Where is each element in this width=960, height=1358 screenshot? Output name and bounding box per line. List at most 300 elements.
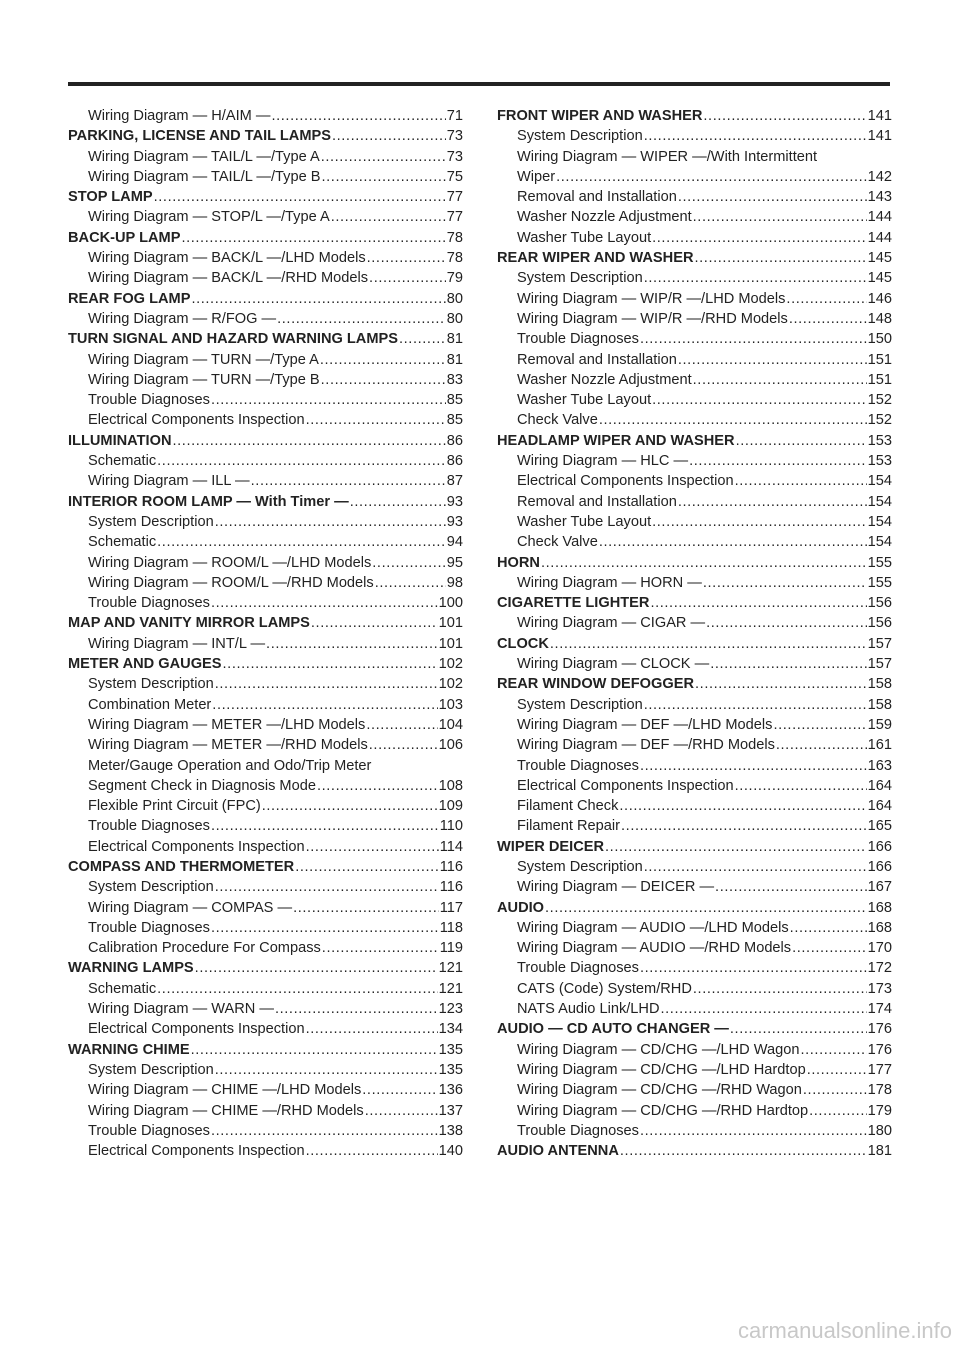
toc-entry-page: 71 (446, 108, 463, 124)
toc-entry[interactable] (68, 207, 463, 227)
toc-entry-page: 136 (438, 1082, 463, 1099)
toc-entry-title: Wiring Diagram — AUDIO —/RHD Models (517, 940, 792, 957)
toc-entry-title: Schematic (88, 980, 157, 997)
toc-entry-title: Wiring Diagram — HLC — (517, 453, 689, 470)
toc-entry[interactable] (497, 187, 892, 207)
toc-entry-title: Wiring Diagram — AUDIO —/LHD Models (517, 919, 789, 936)
toc-entry[interactable] (497, 776, 892, 796)
toc-entry-page: 144 (867, 229, 892, 246)
dot-leader (375, 573, 446, 593)
dot-leader (650, 593, 866, 613)
toc-section[interactable] (68, 654, 463, 674)
toc-entry-title: STOP LAMP (68, 189, 153, 206)
toc-entry-page: 176 (867, 1021, 892, 1038)
toc-entry-title: Wiring Diagram — DEF —/LHD Models (517, 716, 773, 733)
toc-entry-title: System Description (517, 858, 643, 875)
toc-entry-page: 180 (867, 1122, 892, 1139)
toc-entry[interactable] (497, 735, 892, 755)
toc-entry-page: 134 (438, 1021, 463, 1038)
toc-entry[interactable] (68, 898, 463, 918)
toc-entry[interactable] (68, 147, 463, 167)
toc-section[interactable] (68, 289, 463, 309)
dot-leader (320, 350, 446, 370)
toc-entry[interactable] (497, 512, 892, 532)
toc-entry[interactable] (68, 938, 463, 958)
toc-entry-page: 86 (446, 453, 463, 470)
toc-entry-page: 156 (867, 615, 892, 632)
toc-entry-title: Wiring Diagram — ROOM/L —/LHD Models (88, 554, 372, 571)
dot-leader (640, 756, 867, 776)
toc-entry-page: 154 (867, 534, 892, 551)
toc-section[interactable] (497, 593, 892, 613)
toc-entry-page: 142 (867, 168, 892, 185)
toc-entry-title: Check Valve (517, 412, 598, 429)
toc-entry-title: CATS (Code) System/RHD (517, 980, 692, 997)
toc-entry-page: 104 (438, 716, 463, 733)
toc-entry-page: 156 (867, 595, 892, 612)
toc-entry-title: Wiring Diagram — ROOM/L —/RHD Models (88, 574, 374, 591)
toc-section[interactable] (497, 674, 892, 694)
toc-entry-title: METER AND GAUGES (68, 656, 222, 673)
dot-leader (173, 431, 446, 451)
toc-entry-page: 101 (438, 615, 463, 632)
toc-entry[interactable] (497, 207, 892, 227)
toc-section[interactable] (68, 857, 463, 877)
dot-leader (550, 634, 867, 654)
toc-entry-page: 100 (438, 595, 463, 612)
toc-entry[interactable] (68, 837, 463, 857)
toc-section[interactable] (68, 613, 463, 633)
dot-leader (369, 735, 438, 755)
dot-leader (792, 938, 867, 958)
toc-entry-title: Wiring Diagram — DEICER — (517, 879, 715, 896)
toc-entry-title: Combination Meter (88, 696, 212, 713)
toc-entry-title: Washer Nozzle Adjustment (517, 209, 692, 226)
toc-entry[interactable] (497, 410, 892, 430)
toc-section[interactable] (497, 431, 892, 451)
dot-leader (157, 532, 446, 552)
dot-leader (366, 715, 437, 735)
dot-leader (157, 451, 446, 471)
toc-entry[interactable] (68, 999, 463, 1019)
dot-leader (215, 512, 446, 532)
toc-entry-title: Electrical Components Inspection (88, 838, 305, 855)
toc-entry[interactable] (497, 816, 892, 836)
toc-entry-page: 174 (867, 1001, 892, 1018)
toc-entry-page: 172 (867, 960, 892, 977)
toc-entry-page: 94 (446, 534, 463, 551)
dot-leader (644, 857, 867, 877)
toc-entry-page: 93 (446, 493, 463, 510)
toc-entry[interactable] (68, 796, 463, 816)
toc-entry-title: Electrical Components Inspection (88, 1021, 305, 1038)
toc-entry-page: 168 (867, 919, 892, 936)
dot-leader (541, 553, 867, 573)
toc-section[interactable] (497, 634, 892, 654)
dot-leader (369, 268, 446, 288)
toc-entry[interactable] (68, 1080, 463, 1100)
dot-leader (306, 1019, 438, 1039)
toc-entry-page: 177 (867, 1061, 892, 1078)
dot-leader (295, 857, 439, 877)
toc-entry[interactable] (68, 877, 463, 897)
toc-section[interactable] (68, 187, 463, 207)
toc-entry[interactable] (497, 390, 892, 410)
toc-entry[interactable] (497, 958, 892, 978)
toc-entry-title: Wiring Diagram — H/AIM — (88, 108, 271, 124)
toc-entry[interactable] (497, 167, 892, 187)
toc-entry-title: Wiring Diagram — TURN —/Type B (88, 371, 320, 388)
toc-entry[interactable] (497, 126, 892, 146)
toc-entry-page: 116 (439, 858, 463, 875)
toc-entry[interactable] (497, 756, 892, 776)
dot-leader (644, 126, 867, 146)
toc-entry-title: Filament Check (517, 798, 619, 815)
toc-entry[interactable] (68, 390, 463, 410)
toc-entry[interactable] (497, 613, 892, 633)
toc-entry[interactable] (497, 877, 892, 897)
dot-leader (652, 512, 867, 532)
dot-leader (266, 634, 438, 654)
toc-entry-title: Wiper (517, 168, 556, 185)
toc-entry-title: Wiring Diagram — R/FOG — (88, 310, 277, 327)
dot-leader (211, 1121, 438, 1141)
dot-leader (251, 471, 446, 491)
toc-entry-title: Electrical Components Inspection (517, 777, 734, 794)
toc-entry[interactable] (68, 512, 463, 532)
dot-leader (215, 674, 438, 694)
toc-entry-title: Wiring Diagram — TAIL/L —/Type A (88, 148, 320, 165)
toc-section[interactable] (497, 898, 892, 918)
toc-entry-title: AUDIO ANTENNA (497, 1143, 619, 1160)
dot-leader (640, 1121, 867, 1141)
toc-section[interactable] (68, 228, 463, 248)
toc-entry-title: Electrical Components Inspection (88, 412, 305, 429)
dot-leader (640, 958, 867, 978)
toc-entry-page: 95 (446, 554, 463, 571)
dot-leader (695, 674, 867, 694)
toc-entry[interactable] (68, 756, 463, 776)
toc-entry-page: 118 (439, 919, 463, 936)
toc-section[interactable] (497, 106, 892, 126)
toc-entry-page: 137 (438, 1102, 463, 1119)
toc-entry-page: 73 (446, 148, 463, 165)
toc-entry-title: Wiring Diagram — ILL — (88, 473, 250, 490)
toc-entry[interactable] (497, 715, 892, 735)
toc-entry-page: 80 (446, 310, 463, 327)
dot-leader (789, 309, 867, 329)
toc-entry-title: System Description (88, 676, 214, 693)
toc-section[interactable] (68, 329, 463, 349)
toc-entry-title: WARNING CHIME (68, 1041, 190, 1058)
toc-section[interactable] (68, 431, 463, 451)
dot-leader (399, 329, 446, 349)
toc-entry[interactable] (68, 553, 463, 573)
toc-entry[interactable] (68, 695, 463, 715)
toc-entry-title: COMPASS AND THERMOMETER (68, 858, 295, 875)
dot-leader (191, 1040, 438, 1060)
toc-entry[interactable] (68, 106, 463, 126)
toc-entry-page: 155 (867, 554, 892, 571)
toc-entry-title: Wiring Diagram — WIP/R —/RHD Models (517, 310, 788, 327)
toc-entry-page: 117 (439, 899, 463, 916)
toc-entry-page: 87 (446, 473, 463, 490)
toc-entry-page: 78 (446, 229, 463, 246)
toc-entry-page: 166 (867, 858, 892, 875)
toc-entry[interactable] (497, 654, 892, 674)
toc-entry[interactable] (68, 735, 463, 755)
toc-entry-title: Schematic (88, 534, 157, 551)
toc-entry-page: 83 (446, 371, 463, 388)
toc-entry[interactable] (68, 573, 463, 593)
toc-entry-page: 114 (439, 838, 463, 855)
toc-entry[interactable] (68, 370, 463, 390)
toc-entry[interactable] (497, 695, 892, 715)
toc-section[interactable] (68, 958, 463, 978)
toc-entry[interactable] (497, 1121, 892, 1141)
toc-entry-title: Wiring Diagram — WARN — (88, 1001, 274, 1018)
toc-entry-title: ILLUMINATION (68, 432, 172, 449)
toc-entry[interactable] (68, 309, 463, 329)
toc-entry-title: System Description (517, 128, 643, 145)
toc-entry[interactable] (497, 796, 892, 816)
toc-entry[interactable] (68, 410, 463, 430)
toc-entry-page: 135 (438, 1061, 463, 1078)
toc-entry[interactable] (497, 451, 892, 471)
toc-entry-title: Wiring Diagram — TURN —/Type A (88, 351, 319, 368)
toc-entry-page: 85 (446, 392, 463, 409)
dot-leader (621, 816, 867, 836)
toc-entry[interactable] (68, 816, 463, 836)
toc-entry-page: 85 (446, 412, 463, 429)
toc-entry[interactable] (497, 147, 892, 167)
toc-entry-page: 93 (446, 513, 463, 530)
dot-leader (331, 207, 446, 227)
toc-entry[interactable] (68, 979, 463, 999)
toc-entry-title: Wiring Diagram — HORN — (517, 574, 702, 591)
toc-left-column (68, 106, 463, 1161)
toc-entry[interactable] (68, 634, 463, 654)
toc-entry[interactable] (68, 451, 463, 471)
toc-entry[interactable] (497, 918, 892, 938)
toc-entry-page: 77 (446, 209, 463, 226)
toc-entry-page: 155 (867, 574, 892, 591)
toc-entry[interactable] (68, 593, 463, 613)
toc-entry[interactable] (68, 167, 463, 187)
dot-leader (191, 289, 445, 309)
toc-entry[interactable] (497, 471, 892, 491)
toc-entry-title: Electrical Components Inspection (88, 1143, 305, 1160)
dot-leader (195, 958, 438, 978)
toc-entry-title: CIGARETTE LIGHTER (497, 595, 650, 612)
toc-entry-title: Wiring Diagram — INT/L — (88, 635, 266, 652)
toc-entry-title: Wiring Diagram — CD/CHG —/RHD Hardtop (517, 1102, 809, 1119)
toc-entry-title: Wiring Diagram — CD/CHG —/LHD Hardtop (517, 1061, 806, 1078)
toc-entry-title: Calibration Procedure For Compass (88, 940, 321, 957)
toc-section[interactable] (497, 248, 892, 268)
dot-leader (157, 979, 438, 999)
toc-entry[interactable] (497, 350, 892, 370)
toc-entry-title: Washer Nozzle Adjustment (517, 371, 692, 388)
toc-entry-title: Trouble Diagnoses (88, 1122, 210, 1139)
toc-entry-page: 170 (867, 940, 892, 957)
dot-leader (311, 613, 438, 633)
toc-entry[interactable] (497, 573, 892, 593)
toc-entry[interactable] (497, 309, 892, 329)
dot-leader (223, 654, 438, 674)
toc-entry-page: 151 (867, 371, 892, 388)
toc-entry-title: INTERIOR ROOM LAMP — With Timer — (68, 493, 349, 510)
toc-entry-title: REAR WINDOW DEFOGGER (497, 676, 695, 693)
toc-section[interactable] (68, 126, 463, 146)
dot-leader (735, 776, 867, 796)
toc-section[interactable] (497, 837, 892, 857)
toc-entry[interactable] (68, 715, 463, 735)
toc-entry-title: Wiring Diagram — TAIL/L —/Type B (88, 168, 321, 185)
toc-section[interactable] (68, 492, 463, 512)
toc-entry-title: Wiring Diagram — WIPER —/With Intermittent (517, 148, 818, 165)
toc-entry-title: Wiring Diagram — METER —/LHD Models (88, 716, 366, 733)
toc-entry-title: Trouble Diagnoses (88, 595, 210, 612)
toc-entry[interactable] (497, 1060, 892, 1080)
toc-entry[interactable] (497, 1101, 892, 1121)
toc-entry-page: 138 (438, 1122, 463, 1139)
toc-entry[interactable] (68, 674, 463, 694)
toc-entry-page: 153 (867, 453, 892, 470)
dot-leader (800, 1040, 866, 1060)
toc-section[interactable] (68, 1040, 463, 1060)
toc-entry-page: 173 (867, 980, 892, 997)
toc-entry[interactable] (497, 938, 892, 958)
toc-entry[interactable] (68, 248, 463, 268)
toc-entry-page: 109 (438, 798, 463, 815)
toc-entry[interactable] (68, 350, 463, 370)
top-rule (68, 82, 890, 86)
toc-entry-title: Electrical Components Inspection (517, 473, 734, 490)
toc-entry[interactable] (68, 918, 463, 938)
toc-entry[interactable] (68, 268, 463, 288)
toc-entry[interactable] (68, 532, 463, 552)
toc-entry[interactable] (68, 1060, 463, 1080)
toc-entry-page: 157 (867, 656, 892, 673)
toc-entry-title: Check Valve (517, 534, 598, 551)
toc-entry-page: 102 (438, 656, 463, 673)
toc-entry-title: WARNING LAMPS (68, 960, 194, 977)
dot-leader (644, 268, 867, 288)
dot-leader (321, 370, 446, 390)
toc-entry[interactable] (497, 857, 892, 877)
dot-leader (365, 1101, 438, 1121)
dot-leader (678, 350, 867, 370)
toc-entry-title: Trouble Diagnoses (517, 1122, 639, 1139)
toc-entry-page: 141 (867, 108, 892, 124)
toc-entry-title: Wiring Diagram — CHIME —/LHD Models (88, 1082, 362, 1099)
toc-entry-title: BACK-UP LAMP (68, 229, 181, 246)
toc-entry[interactable] (497, 492, 892, 512)
toc-entry-title: System Description (88, 513, 214, 530)
dot-leader (809, 1101, 867, 1121)
toc-section[interactable] (497, 1019, 892, 1039)
dot-leader (652, 390, 867, 410)
toc-entry[interactable] (497, 370, 892, 390)
toc-entry-title: AUDIO — CD AUTO CHANGER — (497, 1021, 729, 1038)
toc-entry-page: 116 (439, 879, 463, 896)
dot-leader (211, 918, 439, 938)
toc-entry-title: Wiring Diagram — CHIME —/RHD Models (88, 1102, 364, 1119)
toc-entry-page: 121 (438, 980, 463, 997)
toc-entry[interactable] (68, 776, 463, 796)
dot-leader (350, 492, 446, 512)
toc-entry-page: 73 (446, 128, 463, 145)
toc-entry-page: 166 (867, 838, 892, 855)
dot-leader (773, 715, 866, 735)
toc-entry-page: 141 (867, 128, 892, 145)
toc-entry[interactable] (497, 268, 892, 288)
toc-entry-title: Washer Tube Layout (517, 392, 652, 409)
toc-entry-page: 157 (867, 635, 892, 652)
toc-entry-page: 154 (867, 513, 892, 530)
dot-leader (215, 1060, 438, 1080)
toc-entry-page: 167 (867, 879, 892, 896)
toc-entry[interactable] (497, 999, 892, 1019)
toc-entry-page: 161 (867, 737, 892, 754)
toc-entry-title: WIPER DEICER (497, 838, 605, 855)
toc-section[interactable] (497, 1141, 892, 1161)
toc-entry-title: HEADLAMP WIPER AND WASHER (497, 432, 735, 449)
dot-leader (715, 877, 867, 897)
toc-entry[interactable] (68, 471, 463, 491)
dot-leader (640, 329, 867, 349)
toc-entry-title: NATS Audio Link/LHD (517, 1001, 660, 1018)
toc-entry-title: Filament Repair (517, 818, 621, 835)
toc-entry-title: Segment Check in Diagnosis Mode (88, 777, 316, 794)
toc-entry[interactable] (68, 1101, 463, 1121)
dot-leader (181, 228, 445, 248)
toc-entry-title: Trouble Diagnoses (88, 392, 210, 409)
toc-entry[interactable] (497, 979, 892, 999)
toc-entry[interactable] (497, 1040, 892, 1060)
toc-entry[interactable] (68, 1121, 463, 1141)
toc-entry-title: Wiring Diagram — BACK/L —/LHD Models (88, 250, 366, 267)
dot-leader (706, 613, 867, 633)
toc-entry-page: 153 (867, 432, 892, 449)
dot-leader (306, 410, 446, 430)
toc-entry[interactable] (68, 1141, 463, 1161)
toc-entry[interactable] (68, 1019, 463, 1039)
toc-entry[interactable] (497, 228, 892, 248)
dot-leader (212, 695, 437, 715)
toc-entry-page: 158 (867, 696, 892, 713)
dot-leader (678, 187, 867, 207)
toc-entry-title: Wiring Diagram — BACK/L —/RHD Models (88, 270, 369, 287)
dot-leader (317, 776, 438, 796)
toc-entry-title: Wiring Diagram — CD/CHG —/RHD Wagon (517, 1082, 802, 1099)
toc-entry[interactable] (497, 532, 892, 552)
toc-entry-page: 145 (867, 250, 892, 267)
toc-entry-title: Trouble Diagnoses (517, 757, 639, 774)
dot-leader (211, 390, 446, 410)
toc-entry[interactable] (497, 329, 892, 349)
dot-leader (322, 167, 446, 187)
toc-entry[interactable] (497, 289, 892, 309)
toc-entry-title: Wiring Diagram — STOP/L —/Type A (88, 209, 330, 226)
toc-entry[interactable] (497, 1080, 892, 1100)
toc-entry-page: 145 (867, 270, 892, 287)
dot-leader (605, 837, 867, 857)
toc-entry-page: 110 (439, 818, 463, 835)
dot-leader (790, 918, 867, 938)
toc-section[interactable] (497, 553, 892, 573)
